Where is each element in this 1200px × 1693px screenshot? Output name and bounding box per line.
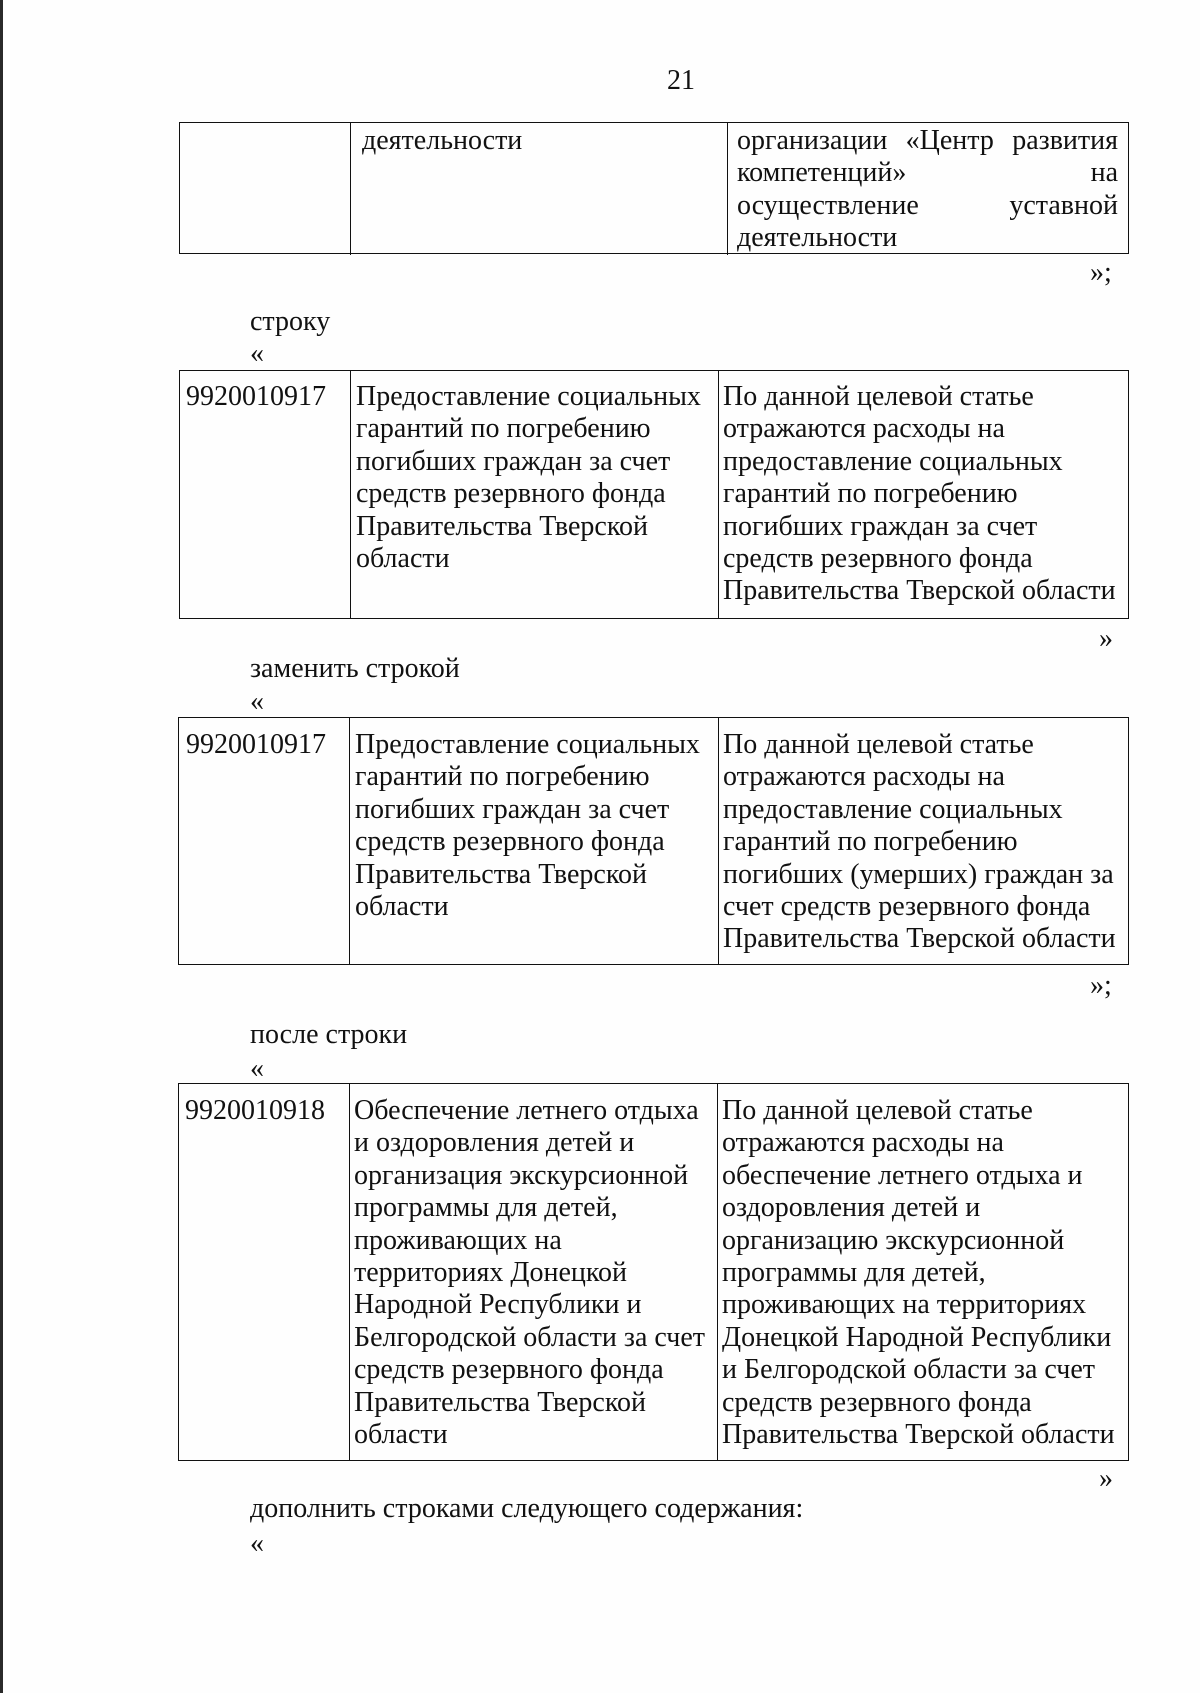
opening-quote: « [250, 1053, 264, 1084]
table-continued [179, 122, 1129, 254]
table-cell-code: 9920010917 [186, 729, 326, 760]
closing-quote: »; [1090, 970, 1112, 1001]
closing-quote: » [1099, 1463, 1113, 1494]
instruction-text: дополнить строками следующего содержания: [250, 1493, 804, 1524]
table-row-new [178, 717, 1129, 965]
closing-quote: » [1099, 623, 1113, 654]
table-cell-code [180, 123, 350, 255]
table-cell-description: организации «Центр развития компетенций» на осуществление уставной деятельности [727, 123, 1128, 255]
opening-quote: « [250, 686, 264, 717]
opening-quote: « [250, 1528, 264, 1559]
table-row-after [178, 1083, 1129, 1461]
table-cell-code: 9920010918 [185, 1095, 325, 1126]
page-number: 21 [667, 65, 695, 96]
table-cell-name: Обеспечение летнего отдыха и оздоровления детей и организация экскурсионной программы для детей, проживающих на территориях Донецкой Народной Республики и Белгородской области за счет средств резервного фонда Правительства Тверской области [349, 1084, 717, 1460]
instruction-text: после строки [250, 1019, 408, 1050]
instruction-text: строку [250, 306, 331, 337]
table-cell-description: По данной целевой статье отражаются расходы на предоставление социальных гарантий по погребению погибших (умерших) граждан за счет средств резервного фонда Правительства Тверской области [718, 718, 1128, 964]
table-cell-code: 9920010917 [186, 381, 326, 412]
table-cell-name: Предоставление социальных гарантий по погребению погибших граждан за счет средств резервного фонда Правительства Тверской области [350, 371, 718, 618]
instruction-text: заменить строкой [250, 653, 460, 684]
table-cell-name: Предоставление социальных гарантий по погребению погибших граждан за счет средств резервного фонда Правительства Тверской области [349, 718, 718, 964]
table-row-old [179, 370, 1129, 619]
closing-quote: »; [1090, 257, 1112, 288]
table-cell-name: деятельности [350, 123, 727, 255]
table-cell-description: По данной целевой статье отражаются расходы на обеспечение летнего отдыха и оздоровления детей и организацию экскурсионной программы для детей, проживающих на территориях Донецкой Народной Республики и Белгородской области за счет средств резервного фонда Правительства Тверской области [717, 1084, 1128, 1460]
table-cell-description: По данной целевой статье отражаются расходы на предоставление социальных гарантий по погребению погибших граждан за счет средств резервного фонда Правительства Тверской области [718, 371, 1128, 618]
opening-quote: « [250, 338, 264, 369]
scan-edge [0, 0, 3, 1693]
